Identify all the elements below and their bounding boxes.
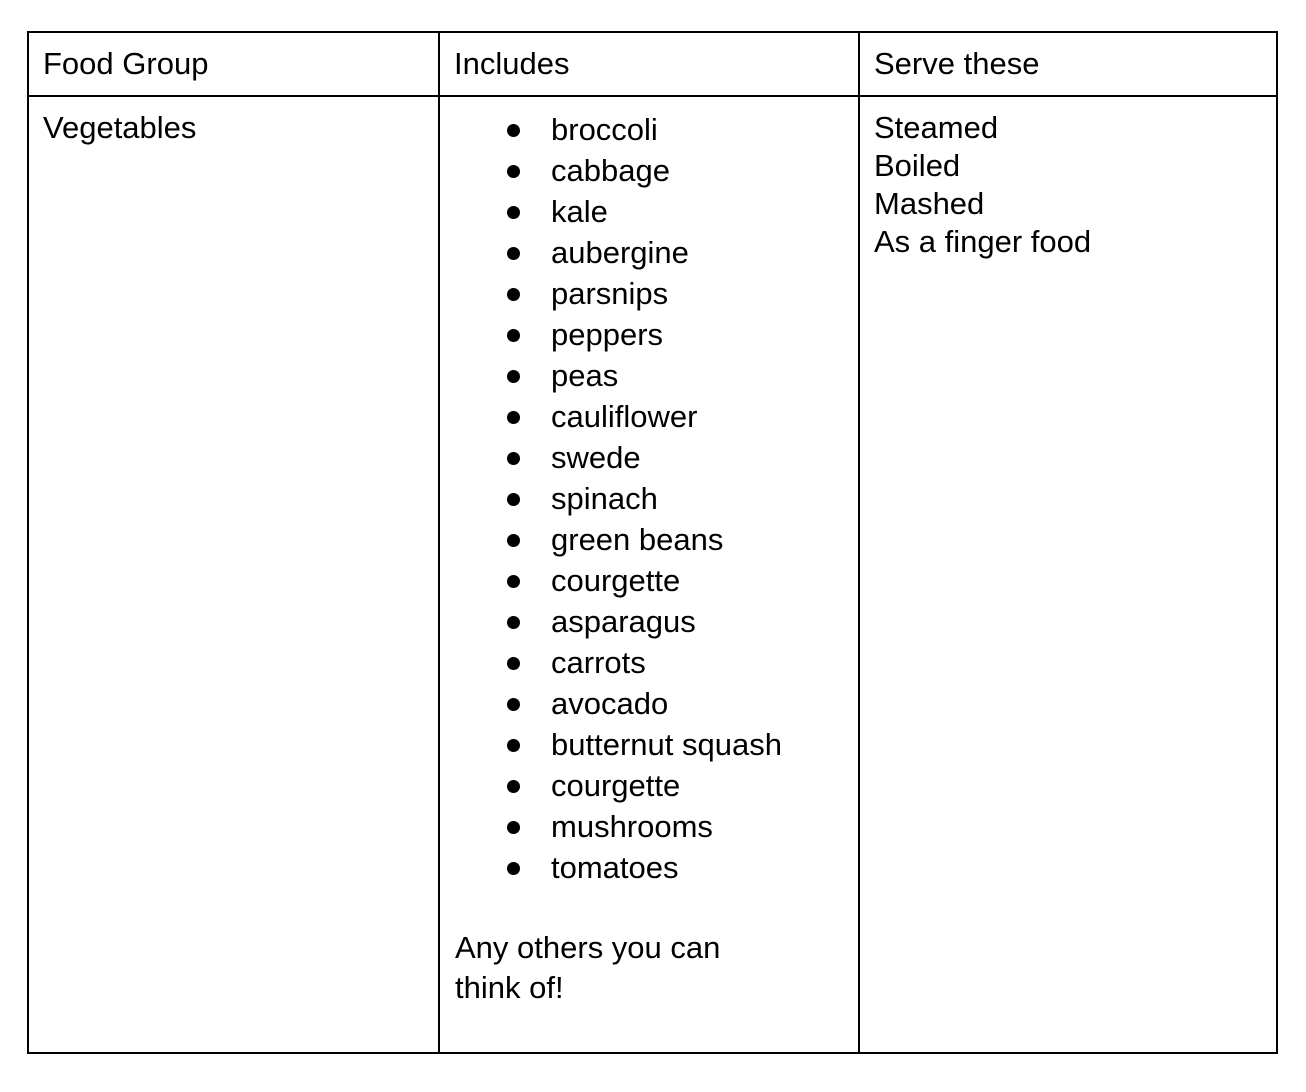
list-item	[455, 478, 848, 519]
bullet-icon	[507, 452, 520, 465]
list-item-label: kale	[551, 194, 608, 229]
list-item-label: parsnips	[551, 276, 669, 311]
list-item-label: peas	[551, 358, 619, 393]
bullet-icon	[507, 247, 520, 260]
includes-note: Any others you can think of!	[455, 930, 721, 1005]
list-item-label: asparagus	[551, 604, 696, 639]
cell-food-group	[28, 96, 439, 1053]
list-item	[455, 232, 848, 273]
list-item-label: green beans	[551, 522, 724, 557]
bullet-icon	[507, 206, 520, 219]
list-item-label: carrots	[551, 645, 646, 680]
list-item-label: cabbage	[551, 153, 670, 188]
list-item-label: swede	[551, 440, 641, 475]
list-item-label: peppers	[551, 317, 664, 352]
list-item	[455, 273, 848, 314]
list-item	[455, 642, 848, 683]
serve-item: Boiled	[874, 148, 961, 183]
list-item-label: aubergine	[551, 235, 689, 270]
bullet-icon	[507, 411, 520, 424]
list-item	[455, 601, 848, 642]
bullet-icon	[507, 657, 520, 670]
list-item	[455, 806, 848, 847]
list-item	[455, 724, 848, 765]
bullet-icon	[507, 165, 520, 178]
bullet-icon	[507, 370, 520, 383]
serve-item: Steamed	[874, 110, 999, 145]
list-item	[455, 683, 848, 724]
list-item-label: courgette	[551, 768, 681, 803]
list-item-label: broccoli	[551, 112, 658, 147]
list-item	[455, 519, 848, 560]
list-item	[455, 847, 848, 888]
list-item	[455, 314, 848, 355]
list-item-label: courgette	[551, 563, 681, 598]
list-item	[455, 355, 848, 396]
bullet-icon	[507, 288, 520, 301]
bullet-icon	[507, 534, 520, 547]
header-serve-these: Serve these	[859, 32, 1277, 96]
list-item	[455, 765, 848, 806]
list-item	[455, 191, 848, 232]
food-group-label: Vegetables	[43, 110, 197, 145]
bullet-icon	[507, 329, 520, 342]
bullet-icon	[507, 616, 520, 629]
includes-list	[455, 109, 848, 888]
bullet-icon	[507, 698, 520, 711]
header-includes: Includes	[439, 32, 859, 96]
bullet-icon	[507, 821, 520, 834]
list-item-label: spinach	[551, 481, 658, 516]
cell-serve-these	[859, 96, 1277, 1053]
table-row	[28, 96, 1277, 1053]
header-row	[28, 32, 1277, 96]
list-item	[455, 109, 848, 150]
header-food-group: Food Group	[28, 32, 439, 96]
bullet-icon	[507, 739, 520, 752]
list-item	[455, 560, 848, 601]
bullet-icon	[507, 575, 520, 588]
serve-item: Mashed	[874, 186, 985, 221]
list-item	[455, 437, 848, 478]
list-item	[455, 396, 848, 437]
list-item	[455, 150, 848, 191]
bullet-icon	[507, 493, 520, 506]
bullet-icon	[507, 780, 520, 793]
serve-list	[874, 109, 1262, 261]
list-item-label: tomatoes	[551, 850, 679, 885]
bullet-icon	[507, 862, 520, 875]
bullet-icon	[507, 124, 520, 137]
cell-includes	[439, 96, 859, 1053]
list-item-label: mushrooms	[551, 809, 713, 844]
list-item-label: avocado	[551, 686, 669, 721]
list-item-label: butternut squash	[551, 727, 782, 762]
food-group-table	[27, 31, 1278, 1054]
list-item-label: cauliflower	[551, 399, 698, 434]
serve-item: As a finger food	[874, 224, 1092, 259]
